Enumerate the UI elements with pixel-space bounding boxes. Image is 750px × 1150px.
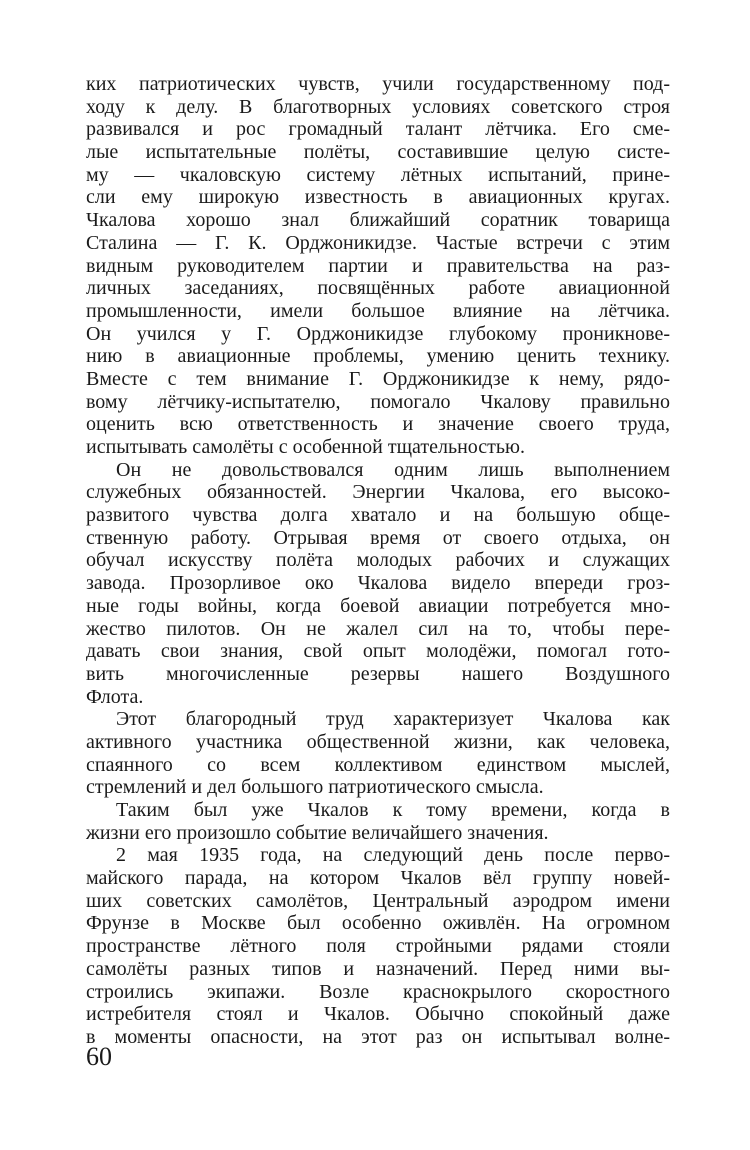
text-line: личных заседаниях, посвящённых работе авиационной xyxy=(86,277,670,300)
text-line: служебных обязанностей. Энергии Чкалова, его высоко- xyxy=(86,481,670,504)
text-line: в моменты опасности, на этот раз он испытывал волне- xyxy=(86,1025,670,1048)
text-line: развитого чувства долга хватало и на большую обще- xyxy=(86,504,670,527)
text-line: истребителя стоял и Чкалов. Обычно спокойный даже xyxy=(86,1003,670,1026)
text-line: стремлений и дел большого патриотического смысла. xyxy=(86,776,544,799)
text-line: активного участника общественной жизни, как человека, xyxy=(86,730,670,753)
text-line: развивался и рос громадный талант лётчика. Его сме- xyxy=(86,118,670,141)
text-line: завода. Прозорливое око Чкалова видело впереди гроз- xyxy=(86,572,670,595)
text-line: давать свои знания, свой опыт молодёжи, помогал гото- xyxy=(86,640,670,663)
text-line: вому лётчику-испытателю, помогало Чкалову правильно xyxy=(86,390,670,413)
text-line: лые испытательные полёты, составившие целую систе- xyxy=(86,141,670,164)
text-line: промышленности, имели большое влияние на лётчика. xyxy=(86,299,670,322)
text-line: Сталина — Г. К. Орджоникидзе. Частые встречи с этим xyxy=(86,231,670,254)
text-line: обучал искусству полёта молодых рабочих и служащих xyxy=(86,549,670,572)
text-line: ственную работу. Отрывая время от своего отдыха, он xyxy=(86,526,670,549)
text-line: ких патриотических чувств, учили государственному под- xyxy=(86,73,670,95)
body-text xyxy=(86,73,670,1049)
text-line: строились экипажи. Возле краснокрылого скоростного xyxy=(86,980,670,1003)
text-line: ших советских самолётов, Центральный аэродром имени xyxy=(86,889,670,912)
text-line: сли ему широкую известность в авиационных кругах. xyxy=(86,186,670,209)
text-line: нию в авиационные проблемы, умению ценить технику. xyxy=(86,345,670,368)
text-line: самолёты разных типов и назначений. Перед ними вы- xyxy=(86,957,670,980)
text-line: пространстве лётного поля стройными рядами стояли xyxy=(86,935,670,958)
page-number: 60 xyxy=(86,1042,112,1071)
text-line: Таким был уже Чкалов к тому времени, когда в xyxy=(116,799,670,821)
text-line: видным руководителем партии и правительства на раз- xyxy=(86,254,670,277)
text-line: Фрунзе в Москве был особенно оживлён. На огромном xyxy=(86,912,670,935)
text-line: Этот благородный труд характеризует Чкалова как xyxy=(116,708,670,731)
text-line: му — чкаловскую систему лётных испытаний, прине- xyxy=(86,163,670,186)
text-line: Вместе с тем внимание Г. Орджоникидзе к нему, рядо- xyxy=(86,367,670,390)
text-line: вить многочисленные резервы нашего Воздушного xyxy=(86,662,670,685)
text-line: Флота. xyxy=(86,685,144,708)
text-line: ные годы войны, когда боевой авиации потребуется мно- xyxy=(86,594,670,617)
text-line: 2 мая 1935 года, на следующий день после перво- xyxy=(116,844,670,867)
text-line: спаянного со всем коллективом единством мыслей, xyxy=(86,753,670,776)
text-line: Он учился у Г. Орджоникидзе глубокому проникнове- xyxy=(86,322,670,345)
text-line: испытывать самолёты с особенной тщательностью. xyxy=(86,436,525,458)
text-line: ходу к делу. В благотворных условиях советского строя xyxy=(86,95,670,118)
text-line: Чкалова хорошо знал ближайший соратник товарища xyxy=(86,209,670,232)
text-line: майского парада, на котором Чкалов вёл группу новей- xyxy=(86,867,670,890)
text-line: оценить всю ответственность и значение своего труда, xyxy=(86,413,670,436)
text-line: жество пилотов. Он не жалел сил на то, чтобы пере- xyxy=(86,617,670,640)
text-line: жизни его произошло событие величайшего значения. xyxy=(86,821,549,844)
text-line: Он не довольствовался одним лишь выполнением xyxy=(116,458,670,481)
